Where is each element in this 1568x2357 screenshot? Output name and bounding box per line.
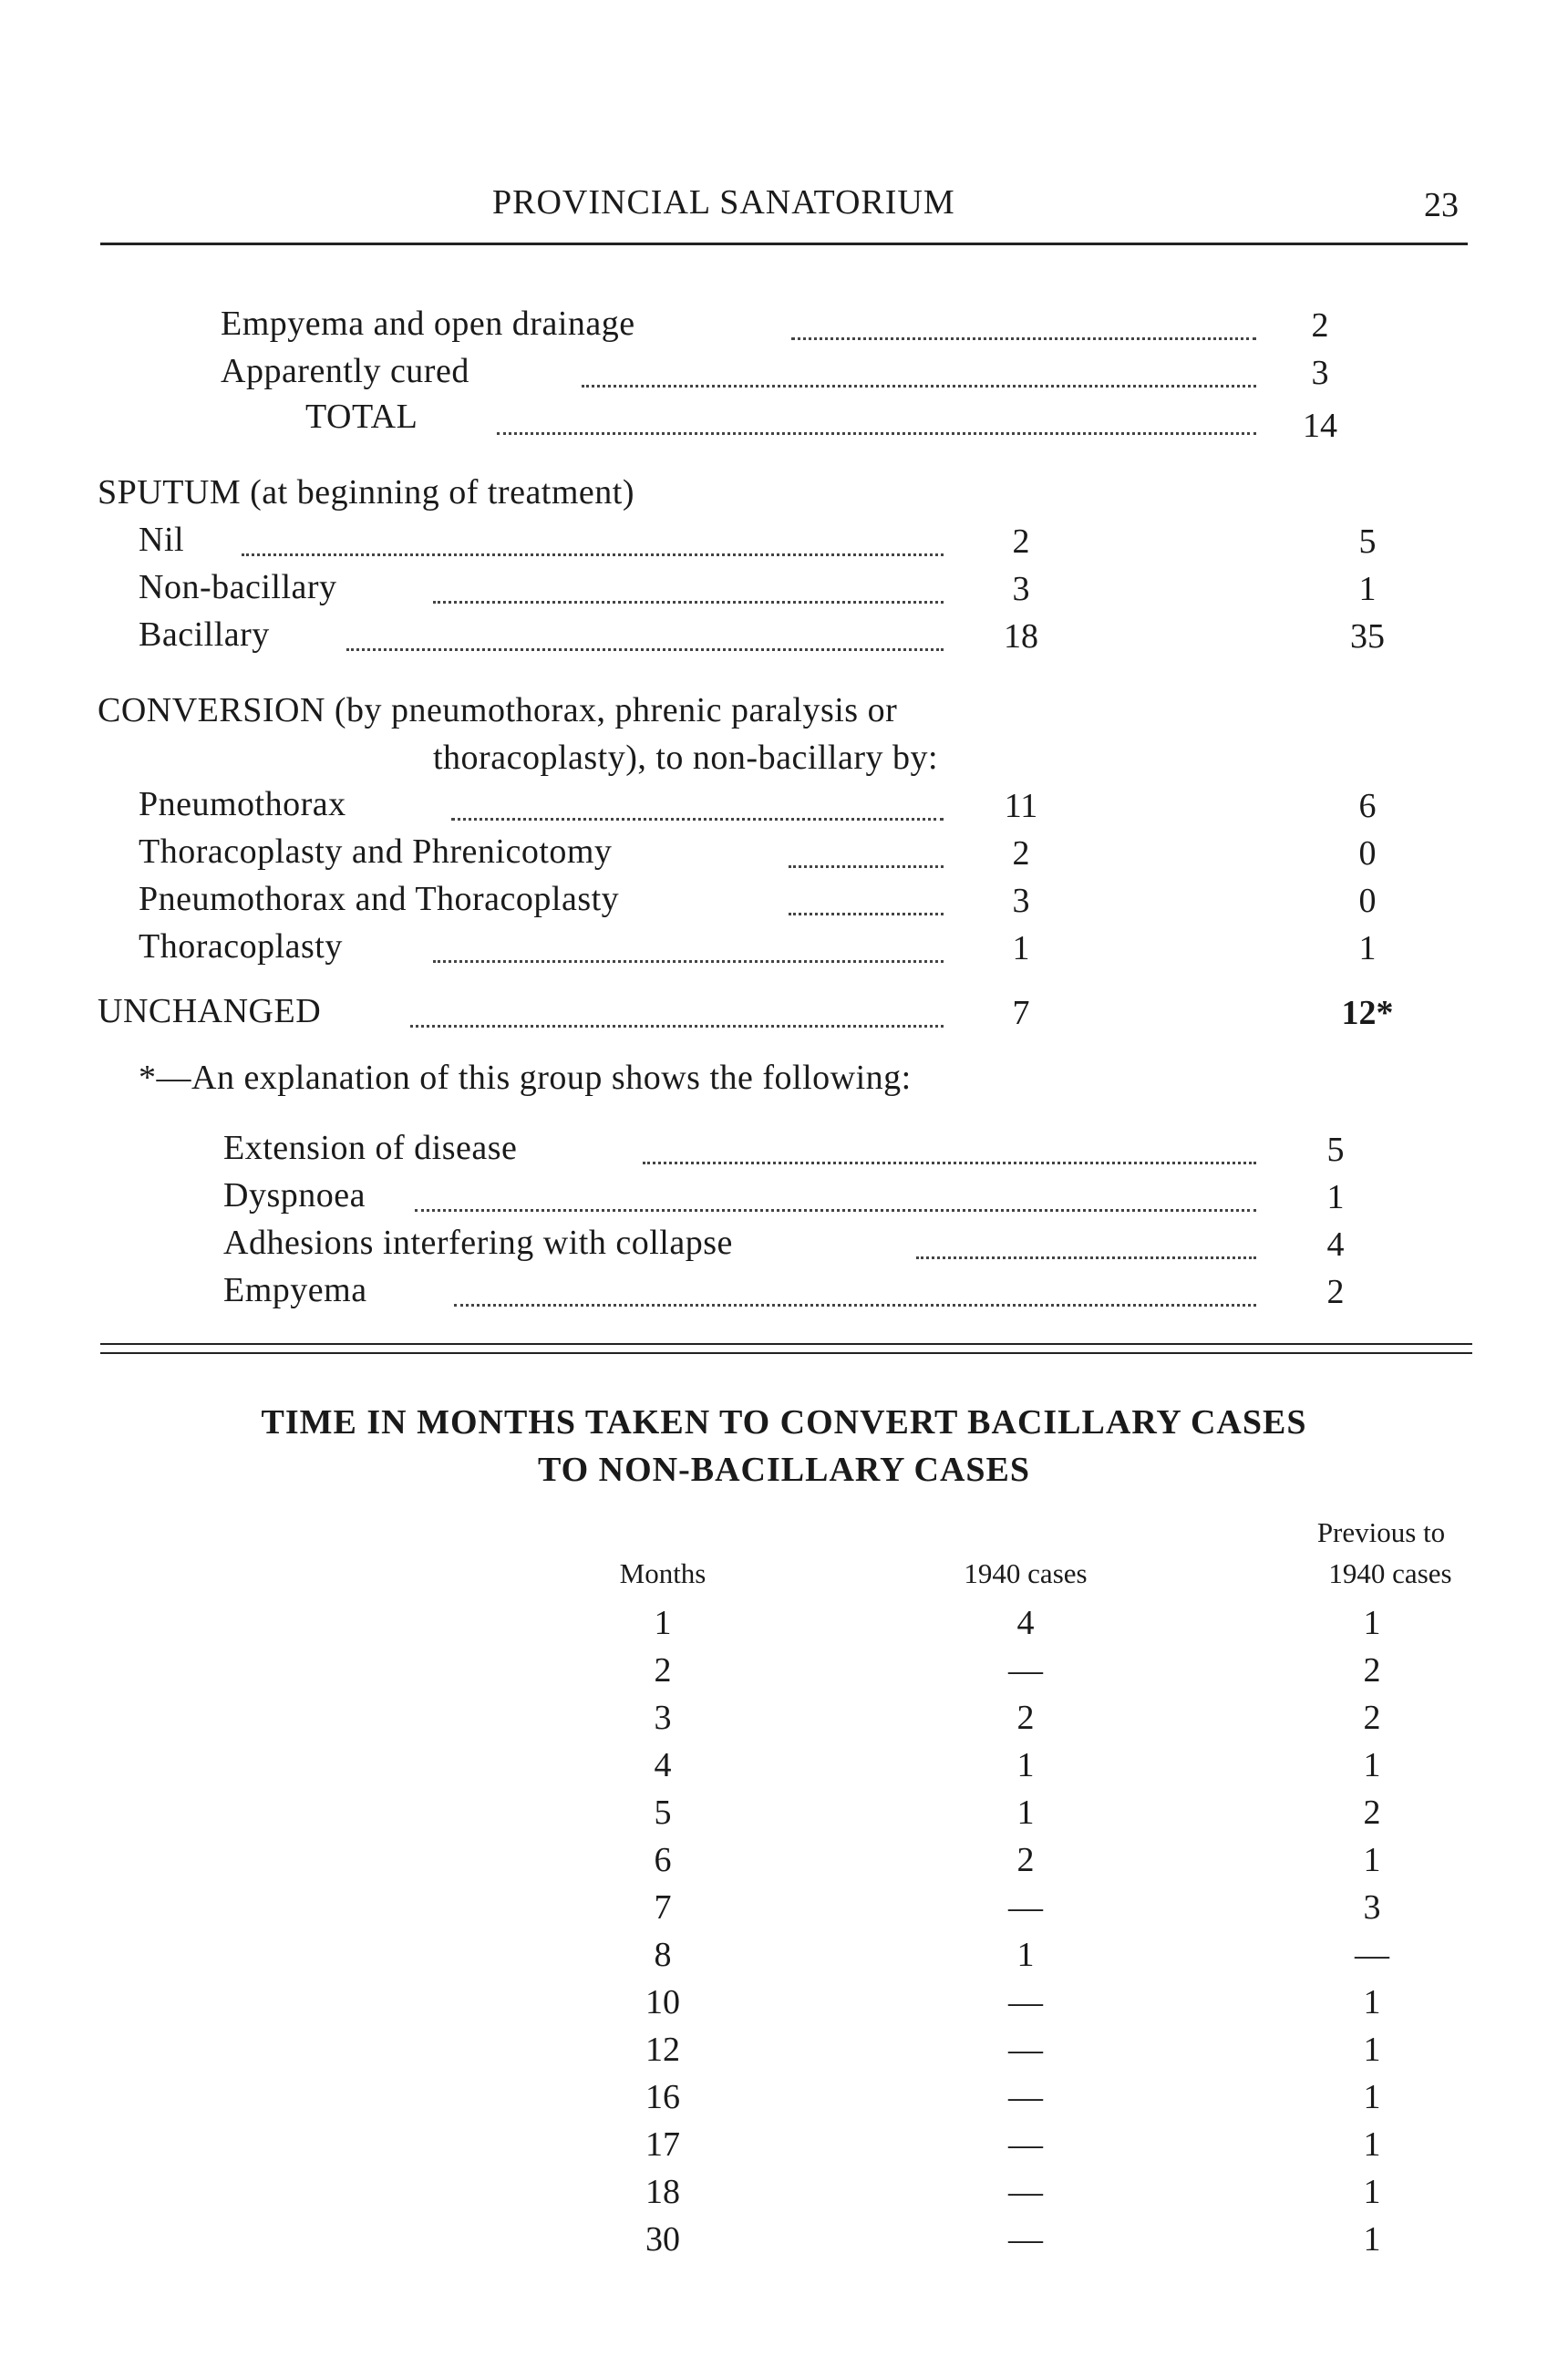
cases-previous-cell: 1 — [1363, 2125, 1381, 2164]
months-cell: 17 — [645, 2125, 680, 2164]
section-heading: UNCHANGED — [98, 992, 322, 1030]
cases-previous-cell: 1 — [1363, 1983, 1381, 2021]
row-label: Pneumothorax and Thoracoplasty — [139, 880, 620, 918]
row-value: 2 — [1326, 1273, 1345, 1311]
row-label: Bacillary — [139, 615, 270, 654]
row-label: Adhesions interfering with collapse — [223, 1224, 733, 1262]
section-heading-continued: thoracoplasty), to non-bacillary by: — [433, 739, 939, 777]
row-value: 1 — [1326, 1178, 1345, 1216]
leader-dots — [789, 913, 944, 915]
cases-previous-cell: 2 — [1363, 1794, 1381, 1832]
months-cell: 2 — [654, 1651, 672, 1690]
leader-dots — [582, 385, 1256, 388]
leader-dots — [451, 818, 944, 821]
leader-dots — [433, 960, 944, 963]
row-label: Dyspnoea — [223, 1176, 366, 1215]
months-cell: 18 — [645, 2173, 680, 2211]
col2-value: 12* — [1341, 994, 1394, 1032]
cases-1940-cell: — — [1008, 1651, 1043, 1690]
cases-previous-cell: 1 — [1363, 1841, 1381, 1879]
col1-value: 7 — [1012, 994, 1030, 1032]
leader-dots — [643, 1162, 1256, 1164]
leader-dots — [789, 865, 944, 868]
cases-previous-cell: — — [1355, 1936, 1389, 1974]
col2-value: 35 — [1350, 617, 1385, 656]
cases-1940-cell: — — [1008, 2031, 1043, 2069]
months-cell: 3 — [654, 1699, 672, 1737]
cases-previous-cell: 1 — [1363, 2031, 1381, 2069]
page-header-title: PROVINCIAL SANATORIUM — [492, 183, 955, 222]
column-header-previous-continued: 1940 cases — [1328, 1557, 1452, 1589]
divider-rule-bottom — [100, 1352, 1472, 1354]
cases-previous-cell: 1 — [1363, 2173, 1381, 2211]
months-cell: 4 — [654, 1746, 672, 1784]
cases-1940-cell: — — [1008, 2078, 1043, 2116]
row-label: Nil — [139, 521, 185, 559]
leader-dots — [346, 648, 944, 651]
cases-1940-cell: 1 — [1016, 1936, 1035, 1974]
col2-value: 1 — [1358, 929, 1377, 967]
cases-previous-cell: 1 — [1363, 1746, 1381, 1784]
col2-value: 0 — [1358, 834, 1377, 873]
cases-previous-cell: 1 — [1363, 2220, 1381, 2259]
cases-previous-cell: 3 — [1363, 1888, 1381, 1927]
col1-value: 3 — [1012, 882, 1030, 920]
row-label: Thoracoplasty and Phrenicotomy — [139, 832, 613, 871]
months-cell: 5 — [654, 1794, 672, 1832]
row-label: Non-bacillary — [139, 568, 337, 606]
row-label: Pneumothorax — [139, 785, 346, 823]
cases-previous-cell: 1 — [1363, 1604, 1381, 1642]
cases-1940-cell: — — [1008, 2125, 1043, 2164]
cases-previous-cell: 2 — [1363, 1699, 1381, 1737]
cases-1940-cell: — — [1008, 1888, 1043, 1927]
cases-1940-cell: — — [1008, 2220, 1043, 2259]
row-value-total: 14 — [1303, 407, 1337, 445]
section-heading: SPUTUM (at beginning of treatment) — [98, 473, 635, 512]
divider-rule-top — [100, 1343, 1472, 1345]
row-label: Extension of disease — [223, 1129, 518, 1167]
cases-1940-cell: 1 — [1016, 1746, 1035, 1784]
leader-dots — [433, 601, 944, 604]
leader-dots — [497, 432, 1256, 435]
months-cell: 7 — [654, 1888, 672, 1927]
months-cell: 1 — [654, 1604, 672, 1642]
leader-dots — [242, 553, 944, 556]
column-header-1940: 1940 cases — [964, 1557, 1088, 1589]
months-cell: 12 — [645, 2031, 680, 2069]
cases-previous-cell: 1 — [1363, 2078, 1381, 2116]
col1-value: 2 — [1012, 522, 1030, 561]
col2-value: 0 — [1358, 882, 1377, 920]
row-label: Thoracoplasty — [139, 927, 343, 966]
col1-value: 3 — [1012, 570, 1030, 608]
cases-1940-cell: — — [1008, 1983, 1043, 2021]
months-cell: 6 — [654, 1841, 672, 1879]
page-number: 23 — [1424, 186, 1459, 224]
row-value: 3 — [1311, 354, 1329, 392]
cases-1940-cell: 2 — [1016, 1699, 1035, 1737]
column-header-previous: Previous to — [1316, 1516, 1446, 1548]
leader-dots — [791, 337, 1256, 340]
leader-dots — [916, 1256, 1256, 1259]
row-label-total: TOTAL — [305, 398, 418, 436]
months-cell: 8 — [654, 1936, 672, 1974]
cases-1940-cell: 2 — [1016, 1841, 1035, 1879]
row-value: 5 — [1326, 1131, 1345, 1169]
table-title-continued: TO NON-BACILLARY CASES — [537, 1451, 1031, 1489]
leader-dots — [410, 1025, 944, 1028]
table-title: TIME IN MONTHS TAKEN TO CONVERT BACILLARY CASES — [261, 1403, 1307, 1442]
cases-previous-cell: 2 — [1363, 1651, 1381, 1690]
leader-dots — [415, 1209, 1256, 1212]
col1-value: 1 — [1012, 929, 1030, 967]
col1-value: 18 — [1004, 617, 1038, 656]
col1-value: 11 — [1004, 787, 1038, 825]
col2-value: 1 — [1358, 570, 1377, 608]
column-header-months: Months — [619, 1557, 707, 1589]
footnote: *—An explanation of this group shows the following: — [139, 1059, 912, 1097]
row-label: Apparently cured — [221, 352, 469, 390]
months-cell: 30 — [645, 2220, 680, 2259]
col2-value: 6 — [1358, 787, 1377, 825]
cases-1940-cell: — — [1008, 2173, 1043, 2211]
months-cell: 10 — [645, 1983, 680, 2021]
cases-1940-cell: 4 — [1016, 1604, 1035, 1642]
col2-value: 5 — [1358, 522, 1377, 561]
row-label: Empyema and open drainage — [221, 305, 635, 343]
row-label: Empyema — [223, 1271, 367, 1309]
cases-1940-cell: 1 — [1016, 1794, 1035, 1832]
header-rule — [100, 243, 1468, 245]
leader-dots — [454, 1304, 1256, 1307]
col1-value: 2 — [1012, 834, 1030, 873]
section-heading: CONVERSION (by pneumothorax, phrenic paralysis or — [98, 691, 898, 729]
months-cell: 16 — [645, 2078, 680, 2116]
row-value: 4 — [1326, 1225, 1345, 1264]
row-value: 2 — [1311, 306, 1329, 345]
